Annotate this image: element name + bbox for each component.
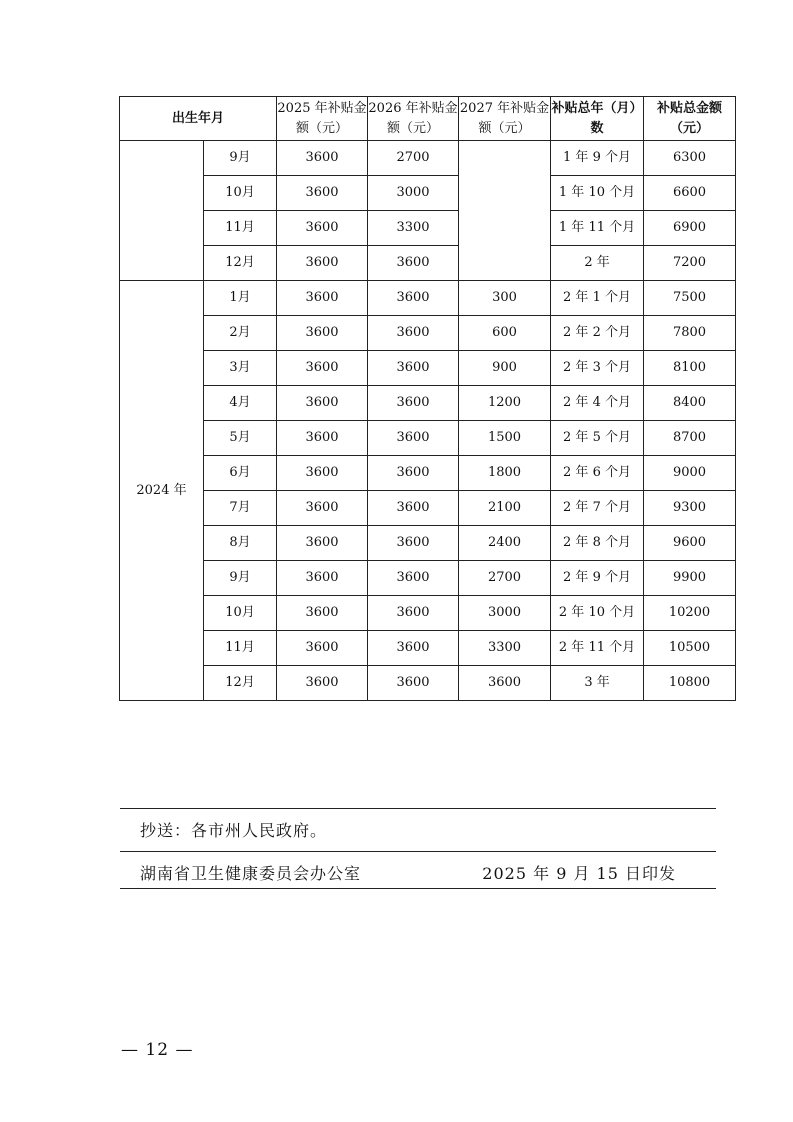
table-row [120,456,736,491]
amount-2026-cell: 3600 [368,631,459,666]
amount-2027-empty-cell [459,141,551,281]
month-cell: 9月 [204,561,277,596]
cc-line: 抄送：各市州人民政府。 [140,821,328,840]
total-cell: 10500 [644,631,736,666]
amount-2025-cell: 3600 [277,211,368,246]
amount-2026-cell: 3600 [368,561,459,596]
duration-cell: 2 年 10 个月 [551,596,644,631]
duration-cell: 2 年 11 个月 [551,631,644,666]
amount-2025-cell: 3600 [277,596,368,631]
month-cell: 12月 [204,246,277,281]
amount-2026-cell: 3600 [368,281,459,316]
amount-2026-cell: 3600 [368,351,459,386]
month-cell: 2月 [204,316,277,351]
table-row [120,491,736,526]
duration-cell: 2 年 2 个月 [551,316,644,351]
amount-2025-cell: 3600 [277,351,368,386]
table-row [120,351,736,386]
table-row [120,316,736,351]
table-header-row [120,97,736,141]
duration-cell: 1 年 9 个月 [551,141,644,176]
header-2025-amount: 2025 年补贴金额（元） [277,97,368,141]
amount-2026-cell: 2700 [368,141,459,176]
amount-2027-cell: 300 [459,281,551,316]
amount-2026-cell: 3600 [368,421,459,456]
header-2026-amount: 2026 年补贴金额（元） [368,97,459,141]
month-cell: 12月 [204,666,277,701]
total-cell: 6600 [644,176,736,211]
month-cell: 8月 [204,526,277,561]
amount-2025-cell: 3600 [277,526,368,561]
total-cell: 10800 [644,666,736,701]
amount-2025-cell: 3600 [277,386,368,421]
subsidy-table [119,96,736,701]
month-cell: 11月 [204,631,277,666]
table-row [120,596,736,631]
month-cell: 7月 [204,491,277,526]
total-cell: 8700 [644,421,736,456]
amount-2027-cell: 2100 [459,491,551,526]
table-row [120,631,736,666]
amount-2025-cell: 3600 [277,281,368,316]
table-row [120,211,736,246]
duration-cell: 2 年 7 个月 [551,491,644,526]
total-cell: 8100 [644,351,736,386]
amount-2026-cell: 3600 [368,456,459,491]
year-group-2023-cell [120,141,204,281]
footer-top-rule [120,808,716,809]
month-cell: 9月 [204,141,277,176]
amount-2027-cell: 2400 [459,526,551,561]
amount-2025-cell: 3600 [277,561,368,596]
amount-2026-cell: 3300 [368,211,459,246]
amount-2027-cell: 3600 [459,666,551,701]
header-birth: 出生年月 [120,97,277,141]
amount-2026-cell: 3600 [368,526,459,561]
amount-2025-cell: 3600 [277,141,368,176]
total-cell: 10200 [644,596,736,631]
amount-2026-cell: 3600 [368,316,459,351]
year-group-2024-cell: 2024 年 [120,281,204,701]
amount-2025-cell: 3600 [277,176,368,211]
duration-cell: 2 年 [551,246,644,281]
month-cell: 6月 [204,456,277,491]
total-cell: 8400 [644,386,736,421]
total-cell: 7200 [644,246,736,281]
header-2027-amount: 2027 年补贴金额（元） [459,97,551,141]
amount-2025-cell: 3600 [277,631,368,666]
duration-cell: 1 年 10 个月 [551,176,644,211]
duration-cell: 1 年 11 个月 [551,211,644,246]
month-cell: 4月 [204,386,277,421]
amount-2027-cell: 3000 [459,596,551,631]
month-cell: 1月 [204,281,277,316]
month-cell: 10月 [204,596,277,631]
amount-2025-cell: 3600 [277,421,368,456]
total-cell: 9600 [644,526,736,561]
table-row [120,666,736,701]
month-cell: 10月 [204,176,277,211]
page-number: — 12 — [121,1040,194,1060]
amount-2027-cell: 1800 [459,456,551,491]
header-total-duration: 补贴总年（月）数 [551,97,644,141]
total-cell: 7500 [644,281,736,316]
table-row [120,526,736,561]
amount-2026-cell: 3600 [368,246,459,281]
issuer-name: 湖南省卫生健康委员会办公室 [140,864,362,883]
amount-2025-cell: 3600 [277,246,368,281]
duration-cell: 2 年 6 个月 [551,456,644,491]
amount-2027-cell: 3300 [459,631,551,666]
total-cell: 9000 [644,456,736,491]
table-row [120,176,736,211]
header-total-amount: 补贴总金额（元） [644,97,736,141]
amount-2027-cell: 2700 [459,561,551,596]
table-row [120,246,736,281]
amount-2027-cell: 600 [459,316,551,351]
amount-2026-cell: 3600 [368,666,459,701]
footer-middle-rule [120,851,716,852]
total-cell: 9900 [644,561,736,596]
duration-cell: 2 年 1 个月 [551,281,644,316]
amount-2025-cell: 3600 [277,666,368,701]
total-cell: 6900 [644,211,736,246]
amount-2025-cell: 3600 [277,456,368,491]
month-cell: 5月 [204,421,277,456]
month-cell: 3月 [204,351,277,386]
amount-2026-cell: 3600 [368,386,459,421]
issue-date: 2025 年 9 月 15 日印发 [482,864,676,883]
duration-cell: 2 年 5 个月 [551,421,644,456]
amount-2027-cell: 900 [459,351,551,386]
duration-cell: 2 年 9 个月 [551,561,644,596]
amount-2026-cell: 3000 [368,176,459,211]
table-row [120,561,736,596]
duration-cell: 3 年 [551,666,644,701]
table-row [120,386,736,421]
amount-2027-cell: 1200 [459,386,551,421]
month-cell: 11月 [204,211,277,246]
amount-2026-cell: 3600 [368,491,459,526]
amount-2026-cell: 3600 [368,596,459,631]
total-cell: 6300 [644,141,736,176]
duration-cell: 2 年 8 个月 [551,526,644,561]
total-cell: 7800 [644,316,736,351]
table-row [120,141,736,176]
amount-2025-cell: 3600 [277,316,368,351]
duration-cell: 2 年 3 个月 [551,351,644,386]
issuer-line [122,861,716,884]
table-row [120,421,736,456]
duration-cell: 2 年 4 个月 [551,386,644,421]
amount-2027-cell: 1500 [459,421,551,456]
total-cell: 9300 [644,491,736,526]
footer-bottom-rule [120,888,716,889]
table-row [120,281,736,316]
amount-2025-cell: 3600 [277,491,368,526]
